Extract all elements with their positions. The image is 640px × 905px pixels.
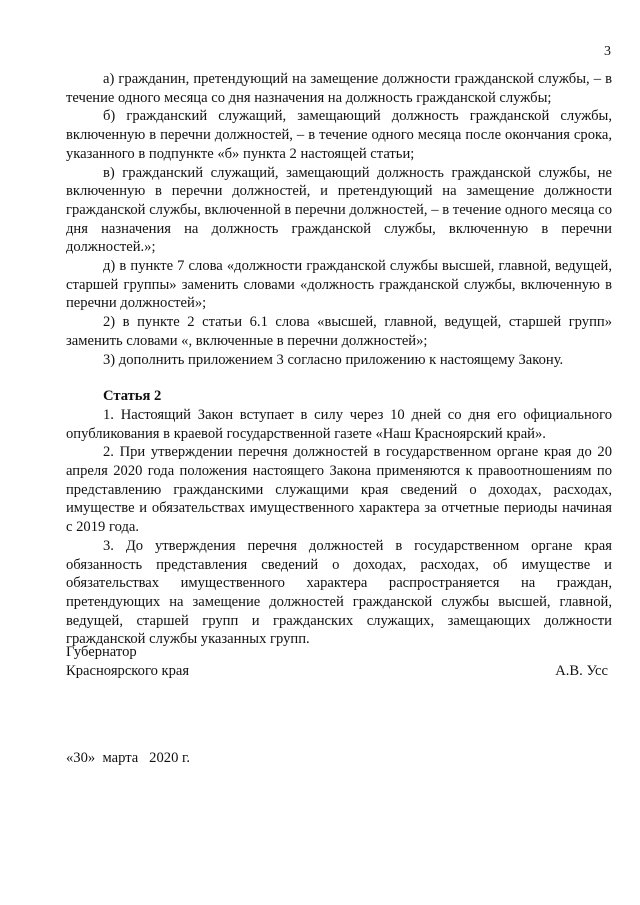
paragraph: а) гражданин, претендующий на замещение должности гражданской службы, – в течение одного месяца со дня назначения на должность гражданской службы; — [66, 71, 612, 106]
paragraph: 2. При утверждении перечня должностей в государственном органе края до 20 апреля 2020 года положения настоящего Закона применяются к правоотношениям по представлению гражданскими служащими края сведений о доходах, расходах, имуществе и обязательствах имущественного характера за отчетные периоды начиная с 2019 года. — [66, 444, 612, 536]
paragraph: 1. Настоящий Закон вступает в силу через 10 дней со дня его официального опубликования в краевой государственной газете «Наш Красноярский край». — [66, 406, 612, 442]
paragraph: 2) в пункте 2 статьи 6.1 слова «высшей, главной, ведущей, старшей групп» заменить словами «, включенные в перечни должностей»; — [66, 314, 612, 349]
paragraph: б) гражданский служащий, замещающий должность гражданской службы, включенную в перечни должностей, – в течение одного месяца после окончания срока, указанного в подпункте «б» пункта 2 настоящей статьи; — [66, 108, 612, 162]
document-body — [66, 70, 612, 649]
signature-block — [66, 643, 612, 680]
document-date: «30» марта 2020 г. — [66, 750, 191, 766]
paragraph: 3) дополнить приложением 3 согласно приложению к настоящему Закону. — [103, 351, 564, 368]
page-number: 3 — [604, 44, 611, 59]
paragraph: в) гражданский служащий, замещающий должность гражданской службы, не включенную в перечни должностей, и претендующий на замещение должности гражданской службы, включенной в перечни должностей, – в течение одного месяца со дня назначения на должность гражданской службы, включенную в перечни должностей.»; — [66, 164, 612, 256]
article-heading: Статья 2 — [103, 388, 162, 405]
signatory-title-line1: Губернатор — [66, 644, 137, 660]
signatory-title-line2: Красноярского края — [66, 662, 190, 679]
signatory-name: А.В. Усс — [555, 662, 608, 679]
paragraph: д) в пункте 7 слова «должности гражданской службы высшей, главной, ведущей, старшей группы» заменить словами «должность гражданской службы, включенную в перечни должностей»; — [66, 258, 612, 312]
paragraph: 3. До утверждения перечня должностей в государственном органе края обязанность представления сведений о доходах, расходах, об имуществе и обязательствах имущественного характера распространяется на граждан, претендующих на замещение должностей гражданской службы высшей, главной, ведущей, старшей групп и гражданских служащих, замещающих должности гражданской службы указанных групп. — [66, 537, 612, 648]
